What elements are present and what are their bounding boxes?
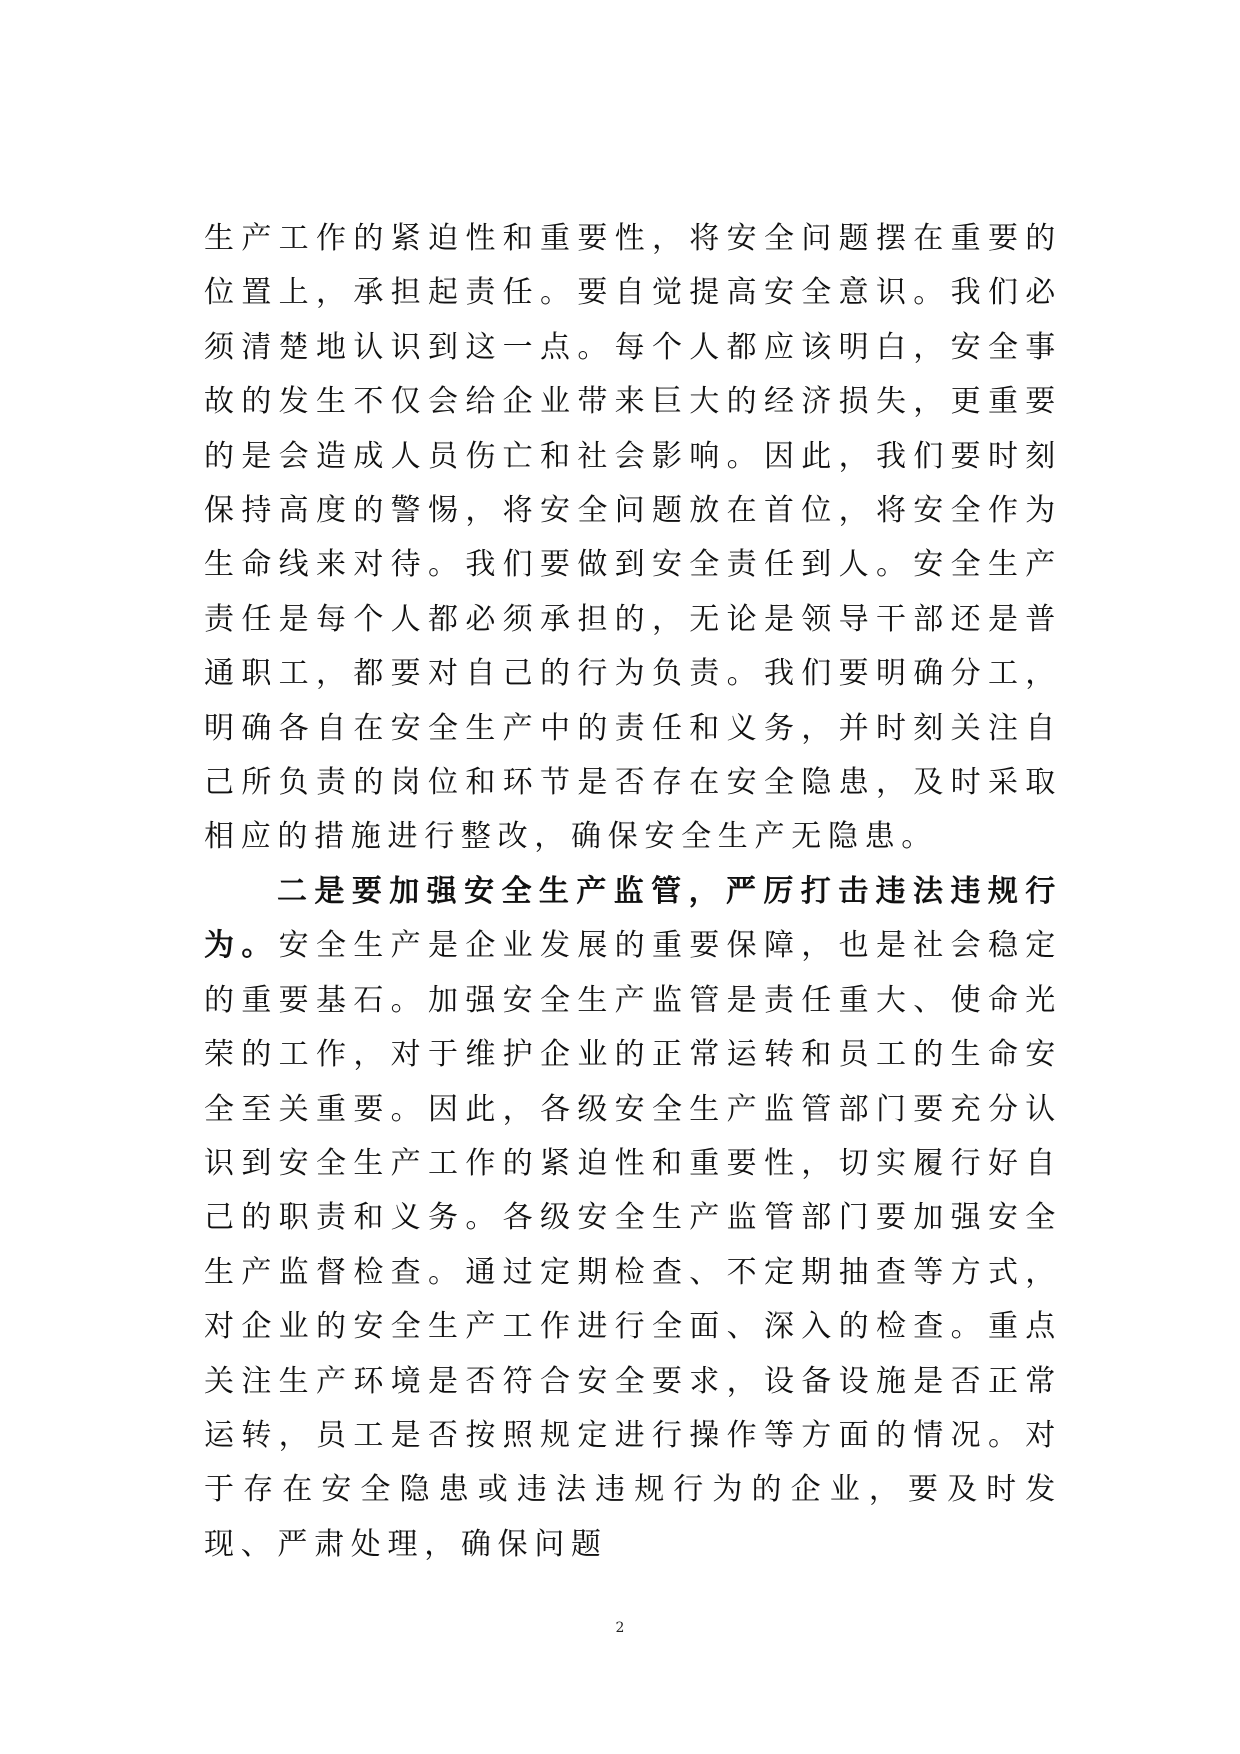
paragraph-point-two <box>204 865 1062 1572</box>
paragraph-continued <box>204 212 1062 865</box>
document-body <box>204 212 1062 1572</box>
paragraph-text: 安全生产是企业发展的重要保障，也是社会稳定的重要基石。加强安全生产监管是责任重大、使命光荣的工作，对于维护企业的正常运转和员工的生命安全至关重要。因此，各级安全生产监管部门要充分认识到安全生产工作的紧迫性和重要性，切实履行好自己的职责和义务。各级安全生产监管部门要加强安全生产监督检查。通过定期检查、不定期抽查等方式，对企业的安全生产工作进行全面、深入的检查。重点关注生产环境是否符合安全要求，设备设施是否正常运转，员工是否按照规定进行操作等方面的情况。对于存在安全隐患或违法违规行为的企业，要及时发现、严肃处理，确保问题 <box>204 928 1062 1562</box>
page-number: 2 <box>615 1620 625 1636</box>
paragraph-text: 生产工作的紧迫性和重要性，将安全问题摆在重要的位置上，承担起责任。要自觉提高安全意识。我们必须清楚地认识到这一点。每个人都应该明白，安全事故的发生不仅会给企业带来巨大的经济损失，更重要的是会造成人员伤亡和社会影响。因此，我们要时刻保持高度的警惕，将安全问题放在首位，将安全作为生命线来对待。我们要做到安全责任到人。安全生产责任是每个人都必须承担的，无论是领导干部还是普通职工，都要对自己的行为负责。我们要明确分工，明确各自在安全生产中的责任和义务，并时刻关注自己所负责的岗位和环节是否存在安全隐患，及时采取相应的措施进行整改，确保安全生产无隐患。 <box>204 221 1062 855</box>
paragraph-heading: 二是要加强安全生产监管，严厉打击违法违规行为。 <box>204 873 1062 964</box>
